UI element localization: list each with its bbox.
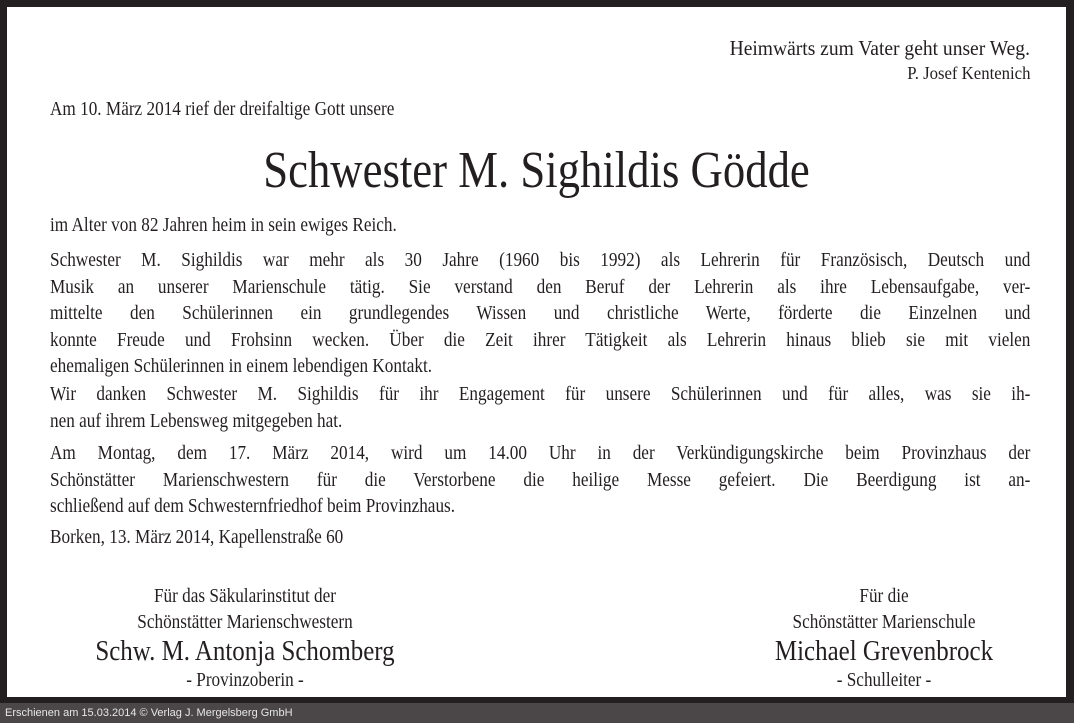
deceased-name: Schwester M. Sighildis Gödde — [263, 142, 810, 199]
signature-org-line: Schönstätter Marienschwestern — [137, 611, 353, 633]
signature-org-line: Für die — [859, 585, 909, 607]
publication-note: Erschienen am 15.03.2014 © Verlag J. Mergelsberg GmbH — [5, 707, 293, 719]
text-line: nen auf ihrem Lebensweg mitgegeben hat. — [50, 409, 343, 432]
signature-name: Schw. M. Antonja Schomberg — [95, 635, 395, 667]
signature-name: Michael Grevenbrock — [774, 635, 994, 667]
age-text: im Alter von 82 Jahren heim in sein ewiges Reich. — [50, 214, 397, 236]
publication-footer — [0, 703, 1074, 723]
obituary-notice — [7, 7, 1066, 697]
text-line: Schönstätter Marienschwestern für die Verstorbene die heilige Messe gefeiert. Die Beerdigung ist an- — [50, 468, 1031, 491]
place-date: Borken, 13. März 2014, Kapellenstraße 60 — [50, 526, 344, 548]
motto-author: P. Josef Kentenich — [906, 63, 1030, 83]
text-line: ehemaligen Schülerinnen in einem lebendigen Kontakt. — [50, 355, 433, 377]
paragraph-funeral — [50, 440, 1030, 520]
paragraph-thanks — [50, 381, 1030, 434]
text-line: schließend auf dem Schwesternfriedhof beim Provinzhaus. — [50, 495, 456, 517]
signature-right — [739, 583, 1029, 693]
text-line: Wir danken Schwester M. Sighildis für ihr Engagement für unsere Schülerinnen und für alles, was sie ih- — [50, 383, 1031, 405]
signature-role: - Provinzoberin - — [186, 669, 304, 691]
text-line: Am Montag, dem 17. März 2014, wird um 14.00 Uhr in der Verkündigungskirche beim Provinzhaus der — [50, 442, 1031, 464]
paragraph-biography — [50, 247, 1030, 380]
text-line: Musik an unserer Marienschule tätig. Sie verstand den Beruf der Lehrerin als ihre Lebensaufgabe, ver- — [50, 275, 1031, 298]
signature-role: - Schulleiter - — [836, 669, 932, 691]
text-line: Schwester M. Sighildis war mehr als 30 Jahre (1960 bis 1992) als Lehrerin für Französisch, Deutsch und — [50, 249, 1031, 271]
text-line: konnte Freude und Frohsinn wecken. Über die Zeit ihrer Tätigkeit als Lehrerin hinaus blieb sie mit vielen — [50, 328, 1031, 351]
motto-quote: Heimwärts zum Vater geht unser Weg. — [729, 36, 1030, 60]
signature-left — [50, 583, 440, 693]
intro-text: Am 10. März 2014 rief der dreifaltige Gott unsere — [50, 98, 395, 120]
text-line: mittelte den Schülerinnen ein grundlegendes Wissen und christliche Werte, förderte die Einzelnen und — [50, 302, 1031, 324]
signature-org-line: Für das Säkularinstitut der — [153, 585, 336, 607]
signature-org-line: Schönstätter Marienschule — [792, 611, 976, 633]
